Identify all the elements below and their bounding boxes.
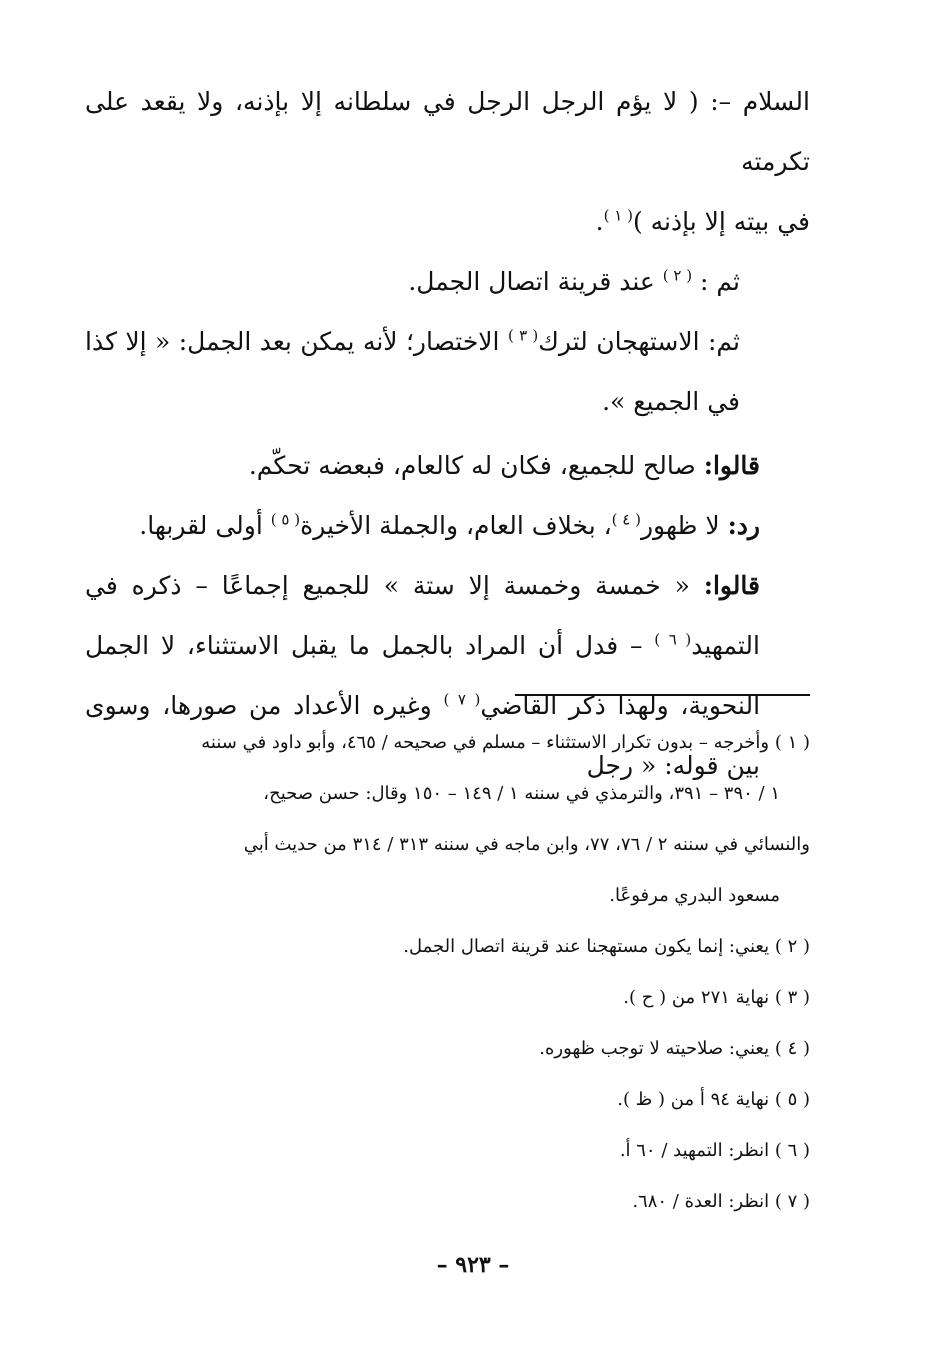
qalu-label-2: قالوا:	[703, 571, 760, 600]
footnote-ref-1: ( ١ )	[603, 206, 633, 225]
footnote-6: ( ٦ ) انظر: التمهيد / ٦٠ أ.	[619, 1140, 810, 1161]
paragraph-radd	[85, 496, 810, 556]
istihjan-text-a: ثم: الاستهجان لترك	[538, 327, 741, 356]
radd-text-c: أولى لقربها.	[139, 511, 263, 540]
footnote-1-cont-3: مسعود البدري مرفوعًا.	[609, 885, 780, 906]
thumma-text: عند قرينة اتصال الجمل.	[408, 267, 655, 296]
footnote-1-cont-2: والنسائي في سننه ٢ / ٧٦، ٧٧، وابن ماجه في سننه ٣١٣ / ٣١٤ من حديث أبي	[243, 834, 810, 855]
main-text	[85, 72, 810, 796]
footnotes	[85, 717, 810, 1227]
hadith-line-1: السلام –: ( لا يؤم الرجل الرجل في سلطانه إلا بإذنه، ولا يقعد على تكرمته	[85, 87, 810, 176]
radd-text-b: ، بخلاف العام، والجملة الأخيرة	[300, 511, 612, 540]
footnote-ref-3: ( ٣ )	[507, 326, 539, 345]
thumma-label: ثم :	[700, 267, 740, 296]
istihjan-text-b: الاختصار؛ لأنه يمكن بعد الجمل: « إلا كذا في الجميع ».	[85, 327, 740, 416]
footnote-1-cont-1: ١ / ٣٩٠ – ٣٩١، والترمذي في سننه ١ / ١٤٩ – ١٥٠ وقال: حسن صحيح،	[263, 783, 780, 804]
paragraph-hadith	[85, 72, 810, 252]
footnote-2: ( ٢ ) يعني: إنما يكون مستهجنا عند قرينة اتصال الجمل.	[403, 936, 810, 957]
radd-text-a: لا ظهور	[640, 511, 720, 540]
qalu2-text-a: « خمسة وخمسة إلا ستة » للجميع إجماعًا – ذكره في التمهيد	[85, 571, 760, 660]
qalu-text: صالح للجميع، فكان له كالعام، فبعضه تحكّم.	[248, 451, 696, 480]
paragraph-thumma-2	[85, 312, 810, 432]
footnote-4: ( ٤ ) يعني: صلاحيته لا توجب ظهوره.	[539, 1038, 810, 1059]
footnote-3: ( ٣ ) نهاية ٢٧١ من ( ح ).	[623, 987, 810, 1008]
footnote-ref-5: ( ٥ )	[270, 510, 301, 529]
hadith-period: .	[595, 207, 604, 236]
footnote-ref-6: ( ٦ )	[654, 630, 692, 649]
footnote-ref-7: ( ٧ )	[443, 690, 481, 709]
footnote-1-text: ( ١ ) وأخرجه – بدون تكرار الاستثناء – مسلم في صحيحه / ٤٦٥، وأبو داود في سننه	[201, 732, 810, 753]
qalu2-text-b: – فدل أن المراد بالجمل ما يقبل الاستثناء، لا الجمل النحوية، ولهذا ذكر القاضي	[85, 631, 761, 720]
footnote-separator	[515, 694, 810, 696]
footnote-ref-4: ( ٤ )	[611, 510, 641, 529]
qalu-label: قالوا:	[703, 451, 760, 480]
paragraph-thumma-1	[85, 252, 810, 312]
footnote-7: ( ٧ ) انظر: العدة / ٦٨٠.	[632, 1191, 810, 1212]
footnote-ref-2: ( ٢ )	[662, 266, 693, 285]
hadith-line-2: في بيته إلا بإذنه )	[632, 207, 810, 236]
qalu2-text-c: وغيره الأعداد من صورها، وسوى بين قوله: « رجل	[85, 691, 760, 780]
footnote-1	[85, 717, 810, 921]
radd-label: رد:	[727, 511, 760, 540]
footnote-5: ( ٥ ) نهاية ٩٤ أ من ( ظ ).	[617, 1089, 810, 1110]
page-number: – ٩٢٣ –	[436, 1252, 510, 1278]
paragraph-qalu-1	[85, 436, 810, 496]
